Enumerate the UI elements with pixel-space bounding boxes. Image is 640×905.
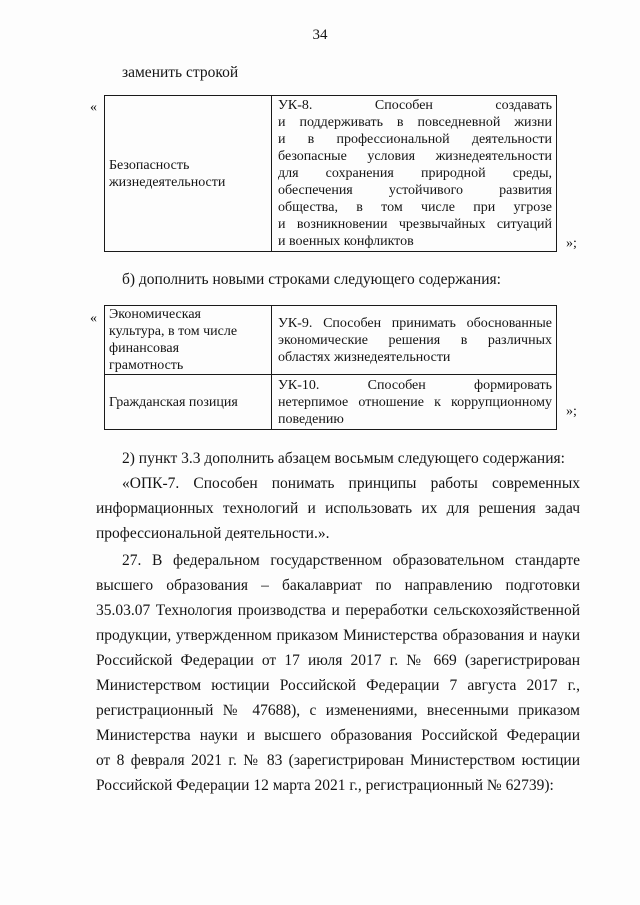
paragraph-27 — [96, 548, 580, 798]
paragraph-line: продукции, утвержденном приказом Министерства образования и науки — [96, 627, 580, 644]
cell-line: Экономическая — [109, 307, 201, 322]
paragraph-line: Министерством юстиции Российской Федерации 7 августа 2017 г., — [96, 677, 580, 694]
table2-right-cell — [272, 375, 557, 430]
paragraph-line: Российской Федерации 12 марта 2021 г., регистрационный № 62739): — [96, 777, 554, 794]
paragraph-line: высшего образования – бакалавриат по направлению подготовки — [96, 577, 580, 594]
table2-open-quote: « — [90, 311, 97, 326]
paragraph-line: «ОПК-7. Способен понимать принципы работы современных — [122, 475, 580, 492]
table1 — [104, 95, 557, 252]
cell-line: УК-10. Способен формировать — [278, 377, 552, 393]
paragraph-line: 27. В федеральном государственном образовательном стандарте — [122, 552, 580, 569]
cell-line: нетерпимое отношение к коррупционному — [278, 394, 552, 410]
paragraph-line: профессиональной деятельности.». — [96, 525, 330, 542]
cell-line: общества, в том числе при угрозе — [278, 200, 552, 215]
cell-line: культура, в том числе — [109, 324, 238, 339]
cell-line: УК-9. Способен принимать обоснованные — [278, 315, 552, 331]
add-intro: б) дополнить новыми строками следующего содержания: — [122, 271, 501, 288]
cell-line: УК-8. Способен создавать — [278, 98, 552, 113]
cell-line: Гражданская позиция — [109, 394, 238, 410]
cell-line: обеспечения устойчивого развития — [278, 183, 552, 198]
table2-left-cell — [105, 375, 272, 430]
table2-row — [105, 306, 557, 375]
paragraph-line: 35.03.07 Технология производства и переработки сельскохозяйственной — [96, 602, 580, 619]
table2 — [104, 305, 557, 430]
opk-paragraph — [96, 471, 580, 546]
replace-intro: заменить строкой — [122, 64, 239, 81]
cell-line: и в профессиональной деятельности — [278, 132, 552, 147]
paragraph-line: регистрационный № 47688), с изменениями, внесенными приказом — [96, 702, 580, 719]
paragraph-line: от 8 февраля 2021 г. № 83 (зарегистрирован Министерством юстиции — [96, 752, 580, 769]
cell-line: и возникновении чрезвычайных ситуаций — [278, 217, 552, 232]
paragraph-line: Российской Федерации от 17 июля 2017 г. № 669 (зарегистрирован — [96, 652, 580, 669]
cell-line: и поддерживать в повседневной жизни — [278, 115, 552, 130]
cell-line: для сохранения природной среды, — [278, 166, 552, 181]
cell-line: финансовая — [109, 341, 180, 356]
cell-line: жизнедеятельности — [109, 174, 226, 190]
cell-line: грамотность — [109, 358, 184, 373]
item-2: 2) пункт 3.3 дополнить абзацем восьмым следующего содержания: — [122, 450, 565, 467]
paragraph-line: Министерства науки и высшего образования Российской Федерации — [96, 727, 580, 744]
cell-line: поведению — [278, 411, 344, 427]
table1-left-cell — [105, 96, 272, 252]
cell-line: областях жизнедеятельности — [278, 349, 451, 365]
table2-right-cell — [272, 306, 557, 375]
table2-row — [105, 375, 557, 430]
cell-line: Безопасность — [109, 157, 190, 173]
table2-close-quote: »; — [566, 404, 577, 419]
table1-open-quote: « — [90, 100, 97, 115]
cell-line: экономические решения в различных — [278, 332, 552, 348]
page-number: 34 — [312, 27, 328, 43]
cell-line: безопасные условия жизнедеятельности — [278, 149, 552, 164]
table1-right-cell — [272, 96, 557, 252]
table1-close-quote: »; — [566, 236, 577, 251]
table1-row — [105, 96, 557, 252]
table2-left-cell — [105, 306, 272, 375]
paragraph-line: информационных технологий и использовать их для решения задач — [96, 500, 580, 517]
cell-line: и военных конфликтов — [278, 234, 414, 249]
